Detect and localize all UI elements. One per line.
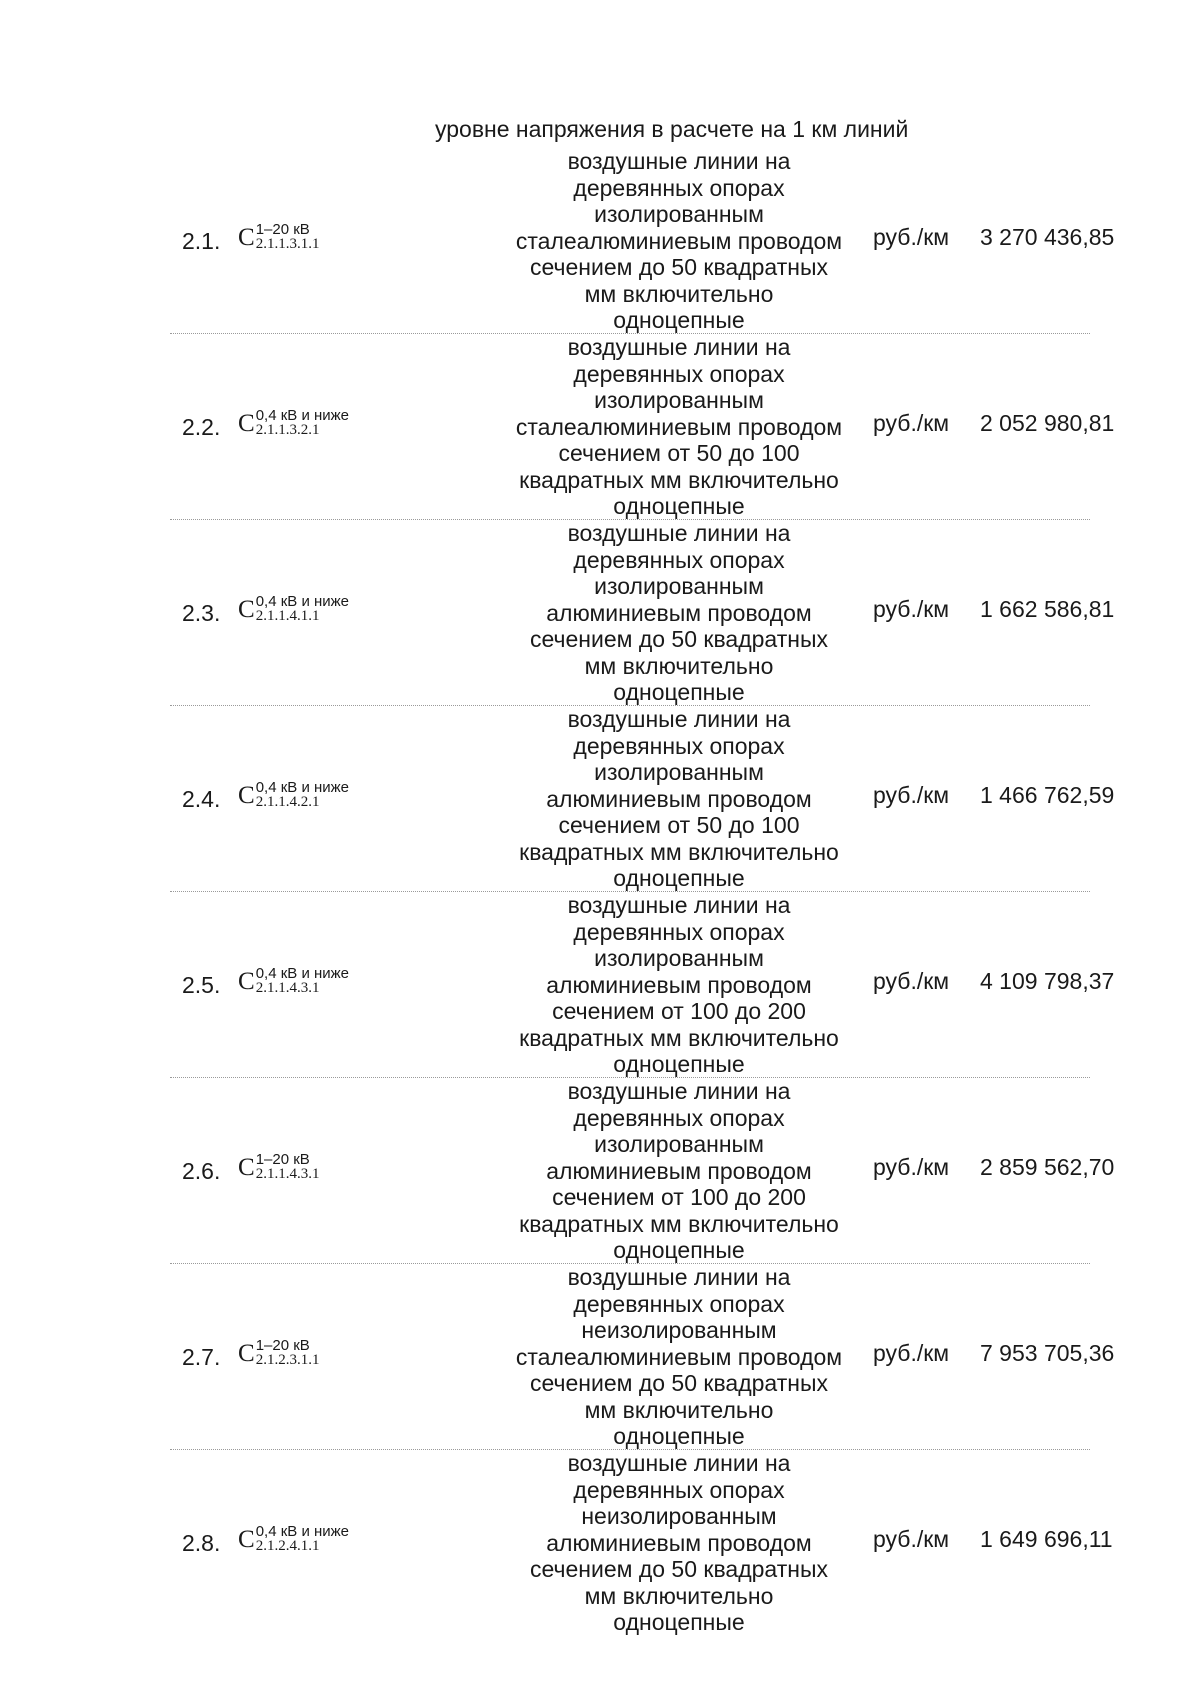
row-number: 2.4. bbox=[182, 786, 221, 812]
row-unit: руб./км bbox=[873, 1340, 950, 1366]
desc-line: неизолированным bbox=[581, 1317, 777, 1343]
code-base: C bbox=[238, 596, 255, 623]
code-voltage: 1–20 кВ bbox=[255, 221, 310, 239]
rate-code bbox=[238, 779, 350, 812]
desc-line: изолированным bbox=[594, 573, 764, 599]
header-continuation-line: уровне напряжения в расчете на 1 км линий bbox=[435, 116, 909, 142]
row-value: 2 052 980,81 bbox=[980, 410, 1115, 436]
row-description bbox=[500, 1078, 858, 1264]
code-base: C bbox=[238, 782, 255, 809]
desc-line: сечением от 50 до 100 bbox=[558, 440, 800, 466]
code-index: 2.1.1.4.1.1 bbox=[255, 608, 320, 625]
desc-line: воздушные линии на bbox=[567, 520, 791, 546]
desc-line: воздушные линии на bbox=[567, 706, 791, 732]
desc-line: неизолированным bbox=[581, 1503, 777, 1529]
desc-line: деревянных опорах bbox=[573, 1476, 785, 1503]
desc-line: сечением от 50 до 100 bbox=[558, 812, 800, 838]
code-index: 2.1.1.4.2.1 bbox=[255, 794, 320, 811]
rate-code bbox=[238, 1151, 320, 1184]
row-description bbox=[500, 892, 858, 1078]
row-number: 2.2. bbox=[182, 414, 221, 440]
rate-code bbox=[238, 221, 320, 254]
code-voltage: 0,4 кВ и ниже bbox=[255, 965, 350, 983]
code-index: 2.1.1.3.2.1 bbox=[255, 422, 320, 439]
row-description bbox=[500, 1264, 858, 1450]
desc-line: квадратных мм включительно bbox=[519, 1024, 839, 1051]
desc-line: изолированным bbox=[594, 1131, 764, 1157]
desc-line: одноцепные bbox=[613, 679, 745, 705]
desc-line: сталеалюминиевым проводом bbox=[515, 1343, 843, 1370]
row-number: 2.3. bbox=[182, 600, 221, 626]
rate-code bbox=[238, 1337, 320, 1370]
row-value: 1 662 586,81 bbox=[980, 596, 1115, 622]
desc-line: мм включительно bbox=[584, 1582, 774, 1609]
desc-line: мм включительно bbox=[584, 1396, 774, 1423]
row-unit: руб./км bbox=[873, 1526, 950, 1552]
row-unit: руб./км bbox=[873, 1154, 950, 1180]
row-value: 1 466 762,59 bbox=[980, 782, 1115, 808]
desc-line: воздушные линии на bbox=[567, 334, 791, 360]
row-value: 7 953 705,36 bbox=[980, 1340, 1115, 1366]
row-number: 2.6. bbox=[182, 1158, 221, 1184]
desc-line: сталеалюминиевым проводом bbox=[515, 227, 843, 254]
code-voltage: 0,4 кВ и ниже bbox=[255, 593, 350, 611]
desc-line: алюминиевым проводом bbox=[546, 1529, 812, 1556]
desc-line: квадратных мм включительно bbox=[519, 838, 839, 865]
desc-line: воздушные линии на bbox=[567, 1078, 791, 1104]
code-index: 2.1.2.4.1.1 bbox=[255, 1538, 320, 1555]
row-unit: руб./км bbox=[873, 410, 950, 436]
desc-line: деревянных опорах bbox=[573, 360, 785, 387]
desc-line: одноцепные bbox=[613, 1423, 745, 1449]
code-index: 2.1.1.4.3.1 bbox=[255, 1166, 320, 1183]
desc-line: одноцепные bbox=[613, 865, 745, 891]
code-voltage: 0,4 кВ и ниже bbox=[255, 1523, 350, 1541]
code-base: C bbox=[238, 968, 255, 995]
desc-line: изолированным bbox=[594, 201, 764, 227]
desc-line: изолированным bbox=[594, 759, 764, 785]
row-description bbox=[500, 334, 858, 520]
row-number: 2.1. bbox=[182, 228, 221, 254]
row-unit: руб./км bbox=[873, 224, 950, 250]
desc-line: воздушные линии на bbox=[567, 148, 791, 174]
desc-line: воздушные линии на bbox=[567, 1264, 791, 1290]
rate-code bbox=[238, 407, 350, 440]
desc-line: изолированным bbox=[594, 387, 764, 413]
row-description bbox=[500, 520, 858, 706]
desc-line: квадратных мм включительно bbox=[519, 1210, 839, 1237]
code-voltage: 0,4 кВ и ниже bbox=[255, 407, 350, 425]
desc-line: сечением до 50 квадратных bbox=[529, 1556, 828, 1582]
row-number: 2.8. bbox=[182, 1530, 221, 1556]
code-base: C bbox=[238, 410, 255, 437]
desc-line: воздушные линии на bbox=[567, 1450, 791, 1476]
desc-line: алюминиевым проводом bbox=[546, 1157, 812, 1184]
desc-line: мм включительно bbox=[584, 280, 774, 307]
desc-line: сталеалюминиевым проводом bbox=[515, 413, 843, 440]
desc-line: сечением до 50 квадратных bbox=[529, 626, 828, 652]
code-index: 2.1.2.3.1.1 bbox=[255, 1352, 320, 1369]
row-description bbox=[500, 1450, 858, 1636]
desc-line: деревянных опорах bbox=[573, 1104, 785, 1131]
code-base: C bbox=[238, 224, 255, 251]
desc-line: одноцепные bbox=[613, 307, 745, 333]
desc-line: сечением до 50 квадратных bbox=[529, 1370, 828, 1396]
desc-line: одноцепные bbox=[613, 1051, 745, 1077]
rate-code bbox=[238, 1523, 350, 1556]
desc-line: деревянных опорах bbox=[573, 174, 785, 201]
desc-line: одноцепные bbox=[613, 1609, 745, 1635]
row-description bbox=[500, 148, 858, 334]
code-index: 2.1.1.3.1.1 bbox=[255, 236, 320, 253]
code-voltage: 1–20 кВ bbox=[255, 1151, 310, 1169]
row-value: 3 270 436,85 bbox=[980, 224, 1115, 250]
desc-line: изолированным bbox=[594, 945, 764, 971]
desc-line: деревянных опорах bbox=[573, 1290, 785, 1317]
row-number: 2.5. bbox=[182, 972, 221, 998]
desc-line: сечением от 100 до 200 bbox=[552, 998, 806, 1024]
row-unit: руб./км bbox=[873, 596, 950, 622]
row-value: 4 109 798,37 bbox=[980, 968, 1115, 994]
desc-line: алюминиевым проводом bbox=[546, 599, 812, 626]
row-value: 1 649 696,11 bbox=[980, 1526, 1113, 1552]
code-voltage: 1–20 кВ bbox=[255, 1337, 310, 1355]
row-unit: руб./км bbox=[873, 968, 950, 994]
desc-line: мм включительно bbox=[584, 652, 774, 679]
code-base: C bbox=[238, 1154, 255, 1181]
desc-line: деревянных опорах bbox=[573, 918, 785, 945]
rate-code bbox=[238, 965, 350, 998]
code-base: C bbox=[238, 1526, 255, 1553]
desc-line: алюминиевым проводом bbox=[546, 785, 812, 812]
code-voltage: 0,4 кВ и ниже bbox=[255, 779, 350, 797]
desc-line: одноцепные bbox=[613, 1237, 745, 1263]
rate-code bbox=[238, 593, 350, 626]
row-unit: руб./км bbox=[873, 782, 950, 808]
desc-line: алюминиевым проводом bbox=[546, 971, 812, 998]
desc-line: одноцепные bbox=[613, 493, 745, 519]
row-value: 2 859 562,70 bbox=[980, 1154, 1115, 1180]
desc-line: сечением до 50 квадратных bbox=[529, 254, 828, 280]
desc-line: деревянных опорах bbox=[573, 732, 785, 759]
code-index: 2.1.1.4.3.1 bbox=[255, 980, 320, 997]
code-base: C bbox=[238, 1340, 255, 1367]
desc-line: воздушные линии на bbox=[567, 892, 791, 918]
row-description bbox=[500, 706, 858, 892]
desc-line: квадратных мм включительно bbox=[519, 466, 839, 493]
row-number: 2.7. bbox=[182, 1344, 221, 1370]
desc-line: сечением от 100 до 200 bbox=[552, 1184, 806, 1210]
desc-line: деревянных опорах bbox=[573, 546, 785, 573]
